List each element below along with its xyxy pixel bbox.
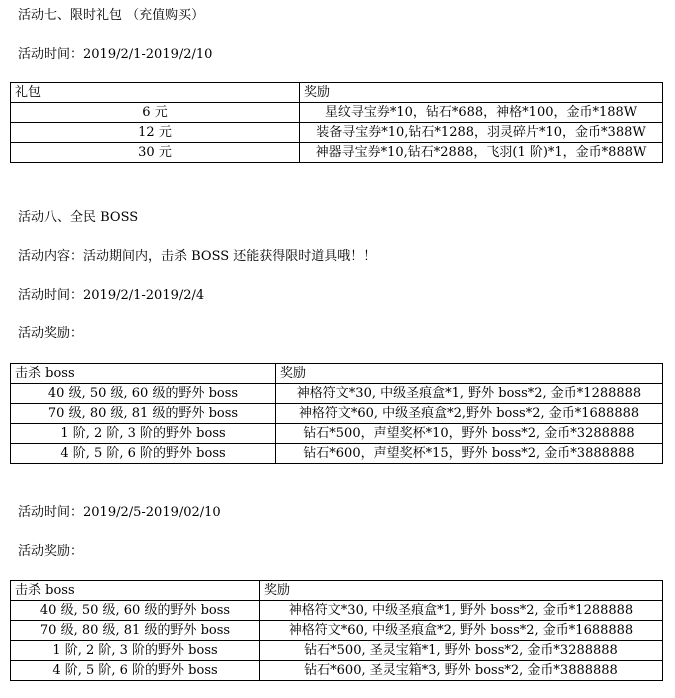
header-kill-boss: 击杀 boss [11,364,276,384]
row-label-cell: 4 阶, 5 阶, 6 阶的野外 boss [11,661,260,681]
section8-reward-label: 活动奖励： [18,326,84,341]
row-reward-cell: 神格符文*60, 中级圣痕盒*2, 野外 boss*2, 金币*1688888 [260,621,663,641]
boss-reward-table-2 [10,580,663,681]
table-header-row [11,364,663,384]
table-row [11,641,663,661]
table-row [11,404,663,424]
table-row [11,123,663,143]
row-reward-cell: 钻石*500, 圣灵宝箱*1, 野外 boss*2, 金币*3288888 [260,641,663,661]
row-label-cell: 70 级, 80 级, 81 级的野外 boss [11,404,276,424]
table-row [11,444,663,464]
section9-time: 活动时间：2019/2/5-2019/02/10 [18,505,221,520]
row-label-cell: 70 级, 80 级, 81 级的野外 boss [11,621,260,641]
boss-reward-table-1 [10,363,663,464]
row-label-cell: 1 阶, 2 阶, 3 阶的野外 boss [11,641,260,661]
row-label-cell: 6 元 [11,103,300,123]
row-label-cell: 4 阶, 5 阶, 6 阶的野外 boss [11,444,276,464]
header-kill-boss: 击杀 boss [11,581,260,601]
table-header-row [11,581,663,601]
row-reward-cell: 钻石*600, 圣灵宝箱*3, 野外 boss*2, 金币*3888888 [260,661,663,681]
row-label-cell: 12 元 [11,123,300,143]
section9-reward-label: 活动奖励： [18,544,84,559]
row-reward-cell: 钻石*500，声望奖杯*10，野外 boss*2, 金币*3288888 [276,424,663,444]
table-row [11,661,663,681]
header-pack: 礼包 [11,83,300,103]
table-row [11,384,663,404]
header-reward: 奖励 [276,364,663,384]
gift-pack-table [10,82,663,163]
row-reward-cell: 神格符文*60, 中级圣痕盒*2,野外 boss*2, 金币*1688888 [276,404,663,424]
table-row [11,601,663,621]
header-reward: 奖励 [300,83,663,103]
section8-title: 活动八、全民 BOSS [18,210,139,225]
section7-time: 活动时间：2019/2/1-2019/2/10 [18,47,213,62]
table-header-row [11,83,663,103]
section8-time: 活动时间：2019/2/1-2019/2/4 [18,288,205,303]
row-reward-cell: 神器寻宝券*10,钻石*2888，飞羽(1 阶)*1，金币*888W [300,143,663,163]
table-row [11,143,663,163]
row-reward-cell: 神格符文*30, 中级圣痕盒*1, 野外 boss*2, 金币*1288888 [276,384,663,404]
row-reward-cell: 装备寻宝券*10,钻石*1288，羽灵碎片*10，金币*388W [300,123,663,143]
table-row [11,103,663,123]
row-label-cell: 30 元 [11,143,300,163]
row-label-cell: 40 级, 50 级, 60 级的野外 boss [11,384,276,404]
table-row [11,424,663,444]
section7-title: 活动七、限时礼包 （充值购买） [18,8,205,23]
row-label-cell: 40 级, 50 级, 60 级的野外 boss [11,601,260,621]
table-row [11,621,663,641]
row-reward-cell: 星纹寻宝券*10，钻石*688，神格*100，金币*188W [300,103,663,123]
row-reward-cell: 钻石*600，声望奖杯*15，野外 boss*2, 金币*3888888 [276,444,663,464]
row-label-cell: 1 阶, 2 阶, 3 阶的野外 boss [11,424,276,444]
section8-content: 活动内容：活动期间内，击杀 BOSS 还能获得限时道具哦！！ [18,249,377,264]
header-reward: 奖励 [260,581,663,601]
row-reward-cell: 神格符文*30, 中级圣痕盒*1, 野外 boss*2, 金币*1288888 [260,601,663,621]
